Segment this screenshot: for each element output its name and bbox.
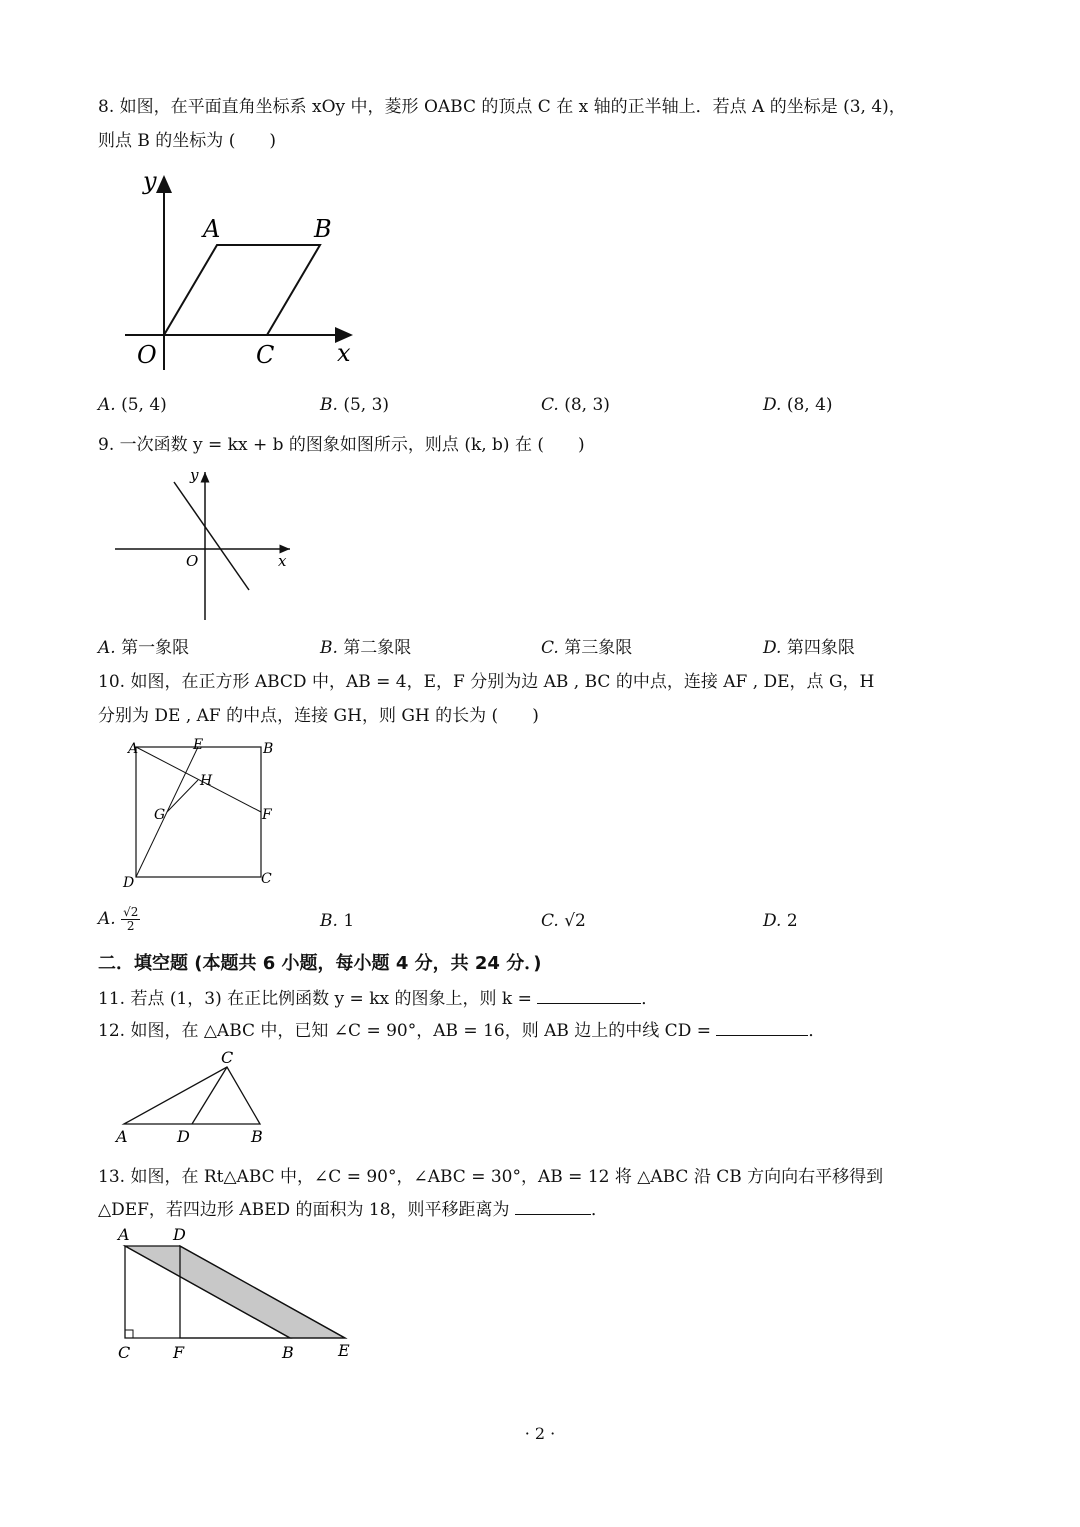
q8-line1: 8. 如图，在平面直角坐标系 xOy 中，菱形 OABC 的顶点 C 在 x 轴的正半轴上．若点 A 的坐标是 (3, 4)， bbox=[98, 97, 906, 117]
q9-figure bbox=[110, 462, 300, 624]
q12-triangle bbox=[124, 1067, 260, 1124]
q10-label-h: H bbox=[200, 773, 213, 789]
page-number: · 2 · bbox=[524, 1424, 556, 1443]
q13-label-a: A bbox=[118, 1225, 130, 1244]
q13-label-b: B bbox=[282, 1343, 294, 1362]
q9-label-x: x bbox=[278, 552, 287, 570]
q8-label-b: B bbox=[314, 215, 332, 243]
q12-line: 12. 如图，在 △ABC 中，已知 ∠C = 90°，AB = 16，则 AB 边上的中线 CD = ． bbox=[98, 1021, 826, 1041]
q9-line-graph bbox=[174, 482, 249, 590]
q10-label-g: G bbox=[154, 807, 166, 823]
q13-label-d: D bbox=[173, 1225, 186, 1244]
q8-figure bbox=[115, 165, 365, 375]
q10-label-f: F bbox=[262, 807, 272, 823]
q9-label-o: O bbox=[186, 552, 199, 570]
q13-figure bbox=[110, 1222, 360, 1367]
q9-option-a: A. 第一象限 bbox=[98, 638, 190, 658]
q8-option-c: C. (8, 3) bbox=[541, 395, 610, 415]
q13-triangle-def bbox=[180, 1246, 345, 1338]
q13-label-e: E bbox=[338, 1341, 350, 1360]
q10-option-a-fraction: $\frac{√2}{2}$ bbox=[123, 905, 139, 933]
q12-label-c: C bbox=[221, 1048, 234, 1067]
q10-label-d: D bbox=[123, 875, 135, 891]
q13-line1: 13. 如图，在 Rt△ABC 中，∠C = 90°，∠ABC = 30°，AB = 12 将 △ABC 沿 CB 方向向右平移得到 bbox=[98, 1167, 884, 1187]
q12-label-a: A bbox=[116, 1127, 128, 1146]
q10-option-d: D. 2 bbox=[763, 911, 798, 931]
q13-shaded-abed bbox=[125, 1246, 345, 1338]
q9-option-d: D. 第四象限 bbox=[763, 638, 855, 658]
q8-label-a: A bbox=[203, 215, 221, 243]
q9-option-c: C. 第三象限 bbox=[541, 638, 633, 658]
q10-segment-af bbox=[136, 747, 261, 812]
q13-label-f: F bbox=[173, 1343, 185, 1362]
q12-label-b: B bbox=[251, 1127, 263, 1146]
q10-segment-gh bbox=[167, 780, 198, 812]
q8-label-y: y bbox=[143, 167, 157, 195]
q12-label-d: D bbox=[177, 1127, 190, 1146]
q8-line2: 则点 B 的坐标为 ( ) bbox=[98, 131, 276, 151]
q10-label-a: A bbox=[128, 741, 139, 757]
q13-triangle-abc bbox=[125, 1246, 290, 1338]
q11-answer-blank[interactable] bbox=[537, 987, 641, 1004]
q8-label-o: O bbox=[137, 341, 157, 369]
q8-label-x: x bbox=[337, 339, 351, 367]
q12-median-cd bbox=[192, 1067, 227, 1124]
q13-label-c: C bbox=[118, 1343, 131, 1362]
q8-option-a: A. (5, 4) bbox=[98, 395, 167, 415]
q10-line2: 分别为 DE , AF 的中点，连接 GH，则 GH 的长为 ( ) bbox=[98, 706, 539, 726]
q10-option-c: C. √2 bbox=[541, 911, 586, 931]
q9-label-y: y bbox=[190, 466, 199, 484]
section2-title: 二．填空题 (本题共 6 小题，每小题 4 分，共 24 分．) bbox=[98, 953, 542, 974]
q9-line1: 9. 一次函数 y = kx + b 的图象如图所示，则点 (k, b) 在 ( ) bbox=[98, 435, 585, 455]
q10-label-e: E bbox=[193, 737, 204, 753]
q13-answer-blank[interactable] bbox=[515, 1198, 591, 1215]
q11-line: 11. 若点 (1，3) 在正比例函数 y = kx 的图象上，则 k = ． bbox=[98, 989, 659, 1009]
q10-option-b: B. 1 bbox=[320, 911, 355, 931]
q8-label-c: C bbox=[256, 341, 275, 369]
q13-right-angle-mark bbox=[125, 1330, 133, 1338]
q9-option-b: B. 第二象限 bbox=[320, 638, 412, 658]
q10-option-a: A. $\frac{√2}{2}$ bbox=[98, 905, 139, 933]
q10-line1: 10. 如图，在正方形 ABCD 中，AB = 4，E，F 分别为边 AB , BC 的中点，连接 AF , DE，点 G，H bbox=[98, 672, 875, 692]
q8-option-d: D. (8, 4) bbox=[763, 395, 833, 415]
q12-answer-blank[interactable] bbox=[716, 1019, 808, 1036]
q10-figure bbox=[118, 735, 283, 895]
q10-label-c: C bbox=[261, 871, 272, 887]
q12-figure bbox=[110, 1046, 280, 1146]
q8-rhombus bbox=[164, 245, 320, 335]
q8-option-b: B. (5, 3) bbox=[320, 395, 390, 415]
q10-label-b: B bbox=[263, 741, 274, 757]
q13-line2: △DEF，若四边形 ABED 的面积为 18，则平移距离为 ． bbox=[98, 1200, 608, 1220]
